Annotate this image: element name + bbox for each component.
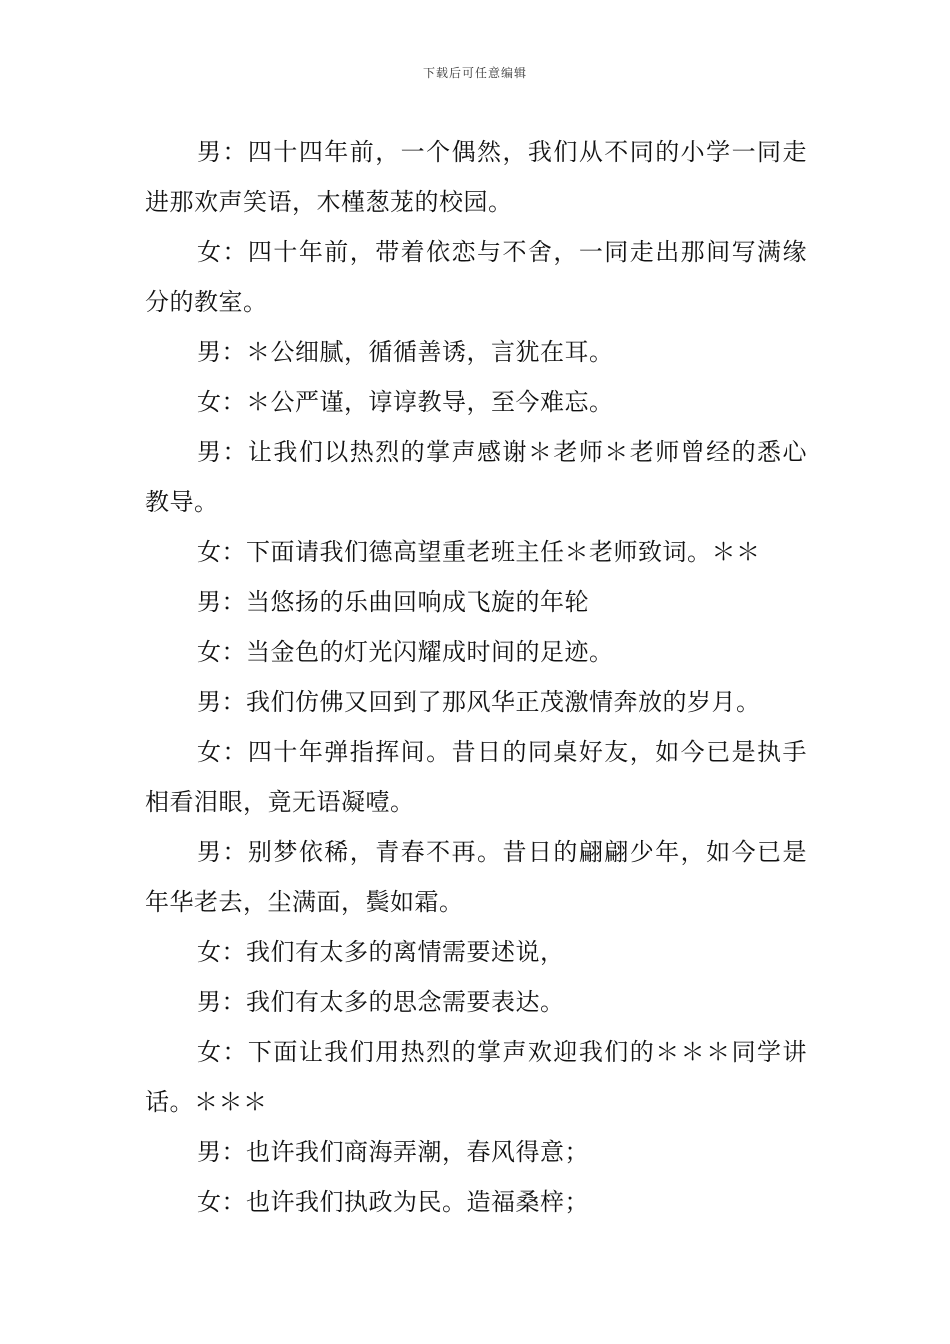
document-body bbox=[145, 127, 807, 1227]
dialogue-paragraph: 女：当金色的灯光闪耀成时间的足迹。 bbox=[197, 638, 614, 666]
dialogue-paragraph: 男：我们仿佛又回到了那风华正茂激情奔放的岁月。 bbox=[197, 688, 761, 716]
dialogue-paragraph: 男：四十四年前，一个偶然，我们从不同的小学一同走进那欢声笑语，木槿葱茏的校园。 bbox=[145, 138, 807, 216]
page-header-note: 下载后可任意编辑 bbox=[422, 66, 527, 80]
dialogue-paragraph: 女：四十年弹指挥间。昔日的同桌好友，如今已是执手相看泪眼，竟无语凝噎。 bbox=[145, 738, 807, 816]
dialogue-paragraph: 男：当悠扬的乐曲回响成飞旋的年轮 bbox=[197, 588, 589, 616]
dialogue-paragraph: 男：别梦依稀，青春不再。昔日的翩翩少年，如今已是年华老去，尘满面，鬓如霜。 bbox=[145, 838, 807, 916]
dialogue-paragraph: 男：也许我们商海弄潮，春风得意； bbox=[197, 1138, 589, 1166]
dialogue-paragraph: 女：四十年前，带着依恋与不舍，一同走出那间写满缘分的教室。 bbox=[145, 238, 807, 316]
dialogue-paragraph: 男：＊公细腻，循循善诱，言犹在耳。 bbox=[197, 338, 614, 366]
dialogue-paragraph: 女：我们有太多的离情需要述说， bbox=[197, 938, 565, 966]
dialogue-paragraph: 男：我们有太多的思念需要表达。 bbox=[197, 988, 565, 1016]
dialogue-paragraph: 女：＊公严谨，谆谆教导，至今难忘。 bbox=[197, 388, 614, 416]
dialogue-paragraph: 女：下面请我们德高望重老班主任＊老师致词。＊＊ bbox=[197, 538, 761, 566]
dialogue-paragraph: 女：下面让我们用热烈的掌声欢迎我们的＊＊＊同学讲话。＊＊＊ bbox=[145, 1038, 807, 1116]
dialogue-paragraph: 男：让我们以热烈的掌声感谢＊老师＊老师曾经的悉心教导。 bbox=[145, 438, 807, 516]
dialogue-paragraph: 女：也许我们执政为民。造福桑梓； bbox=[197, 1188, 589, 1216]
